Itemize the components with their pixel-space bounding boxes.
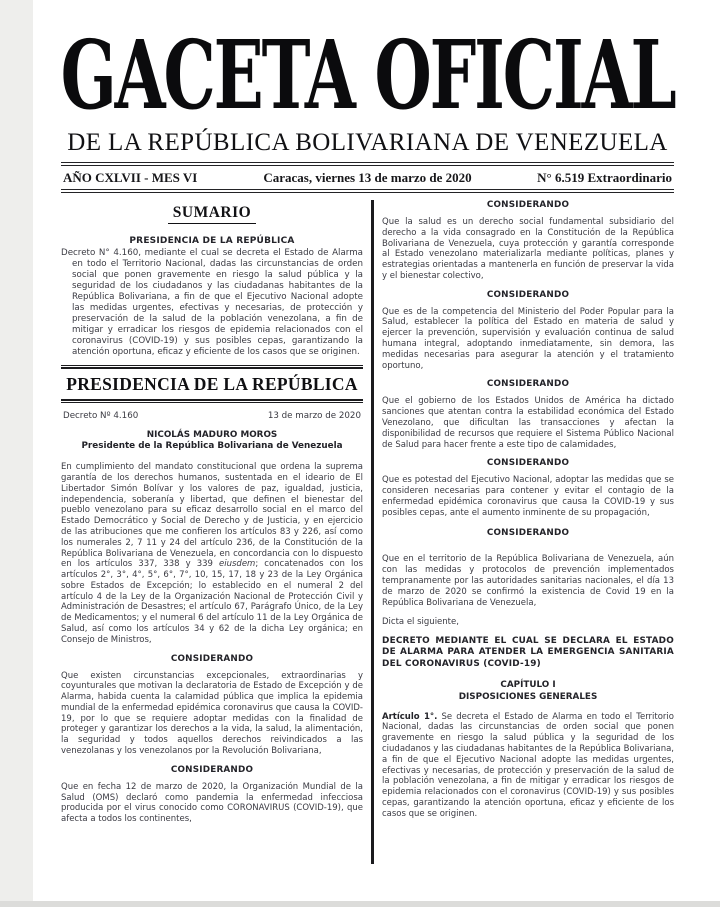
article-text: Se decreta el Estado de Alarma en todo el Territorio Nacional, dadas las circunstancias de orden social que ponen gravemente en riesgo la salud pública y la seguridad de los ciudadanos y las ciudadanas habitantes de la República Bolivariana, a fin de que el Ejecutivo Nacional adopte las medidas urgentes, efectivas y necesarias, de protección y preservación de la salud de la población venezolana, a fin de mitigar y erradicar los riesgos de epidemia relacionados con el coronavirus (COVID-19) y sus posibles cepas, garantizando la atención oportuna, eficaz y eficiente de los casos que se originen. (382, 711, 674, 819)
column-divider (371, 200, 374, 864)
considerando-paragraph: Que la salud es un derecho social fundamental subsidiario del derecho a la vida consagrado en la Constitución de la República Bolivariana de Venezuela, cuya protección y garantía corresponde al Estado venezolano materializarla mediante políticas, planes y estrategias orientadas a mantenerla en función de preservar la vida y el bienestar colectivo, (382, 217, 674, 281)
considerando-heading: CONSIDERANDO (486, 458, 570, 469)
page-bottom-edge (0, 901, 720, 907)
considerando-paragraph: Que el gobierno de los Estados Unidos de América ha dictado sanciones que atentan contra la estabilidad económica del Estado Venezolano, que dificultan las transacciones y afectan la disponibilidad de recursos que requiere el Sistema Público Nacional de Salud para hacer frente a este tipo de calamidades, (382, 396, 674, 450)
edition-date: Caracas, viernes 13 de marzo de 2020 (263, 170, 472, 185)
masthead-title-wrap (60, 19, 675, 131)
right-column (382, 198, 674, 886)
presidency-rule-bottom (61, 399, 363, 403)
preamble-part-2: ; concatenados con los artículos 2°, 3°, 4°, 5°, 6°, 7°, 10, 15, 17, 18 y 23 de la Ley Orgánica sobre Estados de Excepción; lo establecido en el numeral 2 del artículo 4 de la Ley de la Organización Nacional de Protección Civil y Administración de Desastres; el artículo 67, Parágrafo Único, de la Ley de Medicamentos; y el numeral 6 del artículo 11 de la Ley Orgánica de Salud, así como los artículos 34 y 62 de la dicha Ley orgánica; en Consejo de Ministros, (61, 559, 364, 645)
chapter-block (382, 679, 674, 704)
dicta-line: Dicta el siguiente, (382, 617, 459, 628)
columns (61, 198, 674, 886)
chapter-subheading: DISPOSICIONES GENERALES (458, 692, 598, 703)
considerando-paragraph: Que es potestad del Ejecutivo Nacional, adoptar las medidas que se consideren necesarias para contener y evitar el contagio de la enfermedad epidémica coronavirus que causa la COVID-19 y sus posibles cepas, ante el aumento inminente de su propagación, (382, 475, 674, 518)
president-title: Presidente de la República Bolivariana de Venezuela (81, 441, 343, 452)
considerando-heading: CONSIDERANDO (486, 528, 570, 539)
left-column (61, 198, 363, 886)
preamble-latin-term: eiusdem (219, 559, 256, 570)
considerando-heading: CONSIDERANDO (486, 200, 570, 210)
article-paragraph (382, 712, 674, 820)
preamble-paragraph (61, 462, 363, 645)
gazette-page (33, 0, 720, 901)
decree-date: 13 de marzo de 2020 (267, 410, 361, 421)
chapter-heading: CAPÍTULO I (500, 679, 556, 690)
presidency-section-heading: PRESIDENCIA DE LA REPÚBLICA (66, 373, 358, 394)
decree-number: Decreto Nº 4.160 (63, 410, 139, 421)
considerando-paragraph: Que existen circunstancias excepcionales, extraordinarias y coyunturales que motivan la declaratoria de Estado de Excepción y de Alarma, habida cuenta la calamidad pública que implica la epidemia mundial de la enfermedad epidémica coronavirus que causa la COVID-19, por lo que se requiere adoptar medidas con la finalidad de proteger y garantizar los derechos a la vida, la salud, la alimentación, la seguridad y todos aquellos derechos reivindicados a las venezolanas y los venezolanos por la Revolución Bolivariana, (61, 670, 363, 757)
preamble-part-1: En cumplimiento del mandato constitucional que ordena la suprema garantía de los derechos humanos, sustentada en el ideario de El Libertador Simón Bolívar y los valores de paz, igualdad, justicia, independencia, soberanía y libertad, que definen el bienestar del pueblo venezolano para su eficaz desarrollo social en el marco del Estado Democrático y Social de Derecho y de Justicia, y en ejercicio de las atribuciones que me confieren los artículos 83 y 226, así como los numerales 2, 7 11 y 24 del artículo 236, de la Constitución de la República Bolivariana de Venezuela, en concordancia con lo dispuesto en los artículos 337, 338 y 339 (61, 462, 363, 570)
gazette-title: GACETA OFICIAL (60, 19, 675, 131)
considerando-paragraph: Que es de la competencia del Ministerio del Poder Popular para la Salud, establecer la política del Estado en materia de salud y ejercer la prevención, supervisión y evaluación continua de salud humana integral, adoptando inmediatamente, sin demora, las medidas necesarias para asegurar la atención y el tratamiento oportuno, (382, 306, 674, 371)
edition-info-row (61, 166, 674, 189)
decree-meta-row (63, 411, 361, 421)
considerando-paragraph: Que en el territorio de la República Bolivariana de Venezuela, aún con las medidas y protocolos de prevención implementados tempranamente por las autoridades sanitarias nacionales, el día 13 de marzo de 2020 se confirmó la existencia de Covid 19 en la República Bolivariana de Venezuela, (382, 554, 674, 608)
article-label: Artículo 1°. (382, 711, 438, 722)
masthead-double-rule-bottom (61, 189, 674, 193)
considerando-heading: CONSIDERANDO (486, 289, 570, 300)
sumario-entry: Decreto N° 4.160, mediante el cual se decreta el Estado de Alarma en todo el Territorio Nacional, dadas las circunstancias de orden social que ponen gravemente en riesgo la salud pública y la seguridad de los ciudadanos y las ciudadanas habitantes de la República Bolivariana, a fin de que el Ejecutivo Nacional adopte las medidas urgentes, efectivas y necesarias, de protección y preservación de la salud de la población venezolana, a fin de mitigar y erradicar los riesgos de epidemia relacionados con el coronavirus (COVID-19) y sus posibles cepas, garantizando la atención oportuna, eficaz y eficiente de los casos que se originen. (61, 248, 363, 357)
considerando-heading: CONSIDERANDO (486, 379, 570, 390)
gazette-subtitle: DE LA REPÚBLICA BOLIVARIANA DE VENEZUELA (67, 129, 668, 156)
masthead (60, 19, 675, 193)
sumario-heading: SUMARIO (168, 204, 256, 224)
president-name: NICOLÁS MADURO MOROS (146, 429, 278, 440)
edition-year: AÑO CXLVII - MES VI (63, 170, 198, 185)
decree-title: DECRETO MEDIANTE EL CUAL SE DECLARA EL ESTADO DE ALARMA PARA ATENDER LA EMERGENCIA SANITARIA DEL CORONAVIRUS (COVID-19) (382, 636, 674, 669)
considerando-paragraph: Que en fecha 12 de marzo de 2020, la Organización Mundial de la Salud (OMS) declaró como pandemia la enfermedad infecciosa producida por el virus conocido como CORONAVIRUS (COVID-19), que afecta a todos los continentes, (61, 781, 363, 825)
sumario-section-title: PRESIDENCIA DE LA REPÚBLICA (129, 236, 295, 246)
president-block (61, 430, 363, 454)
considerando-heading: CONSIDERANDO (170, 764, 254, 775)
considerando-heading: CONSIDERANDO (170, 653, 254, 664)
issue-number: N° 6.519 Extraordinario (537, 170, 673, 185)
